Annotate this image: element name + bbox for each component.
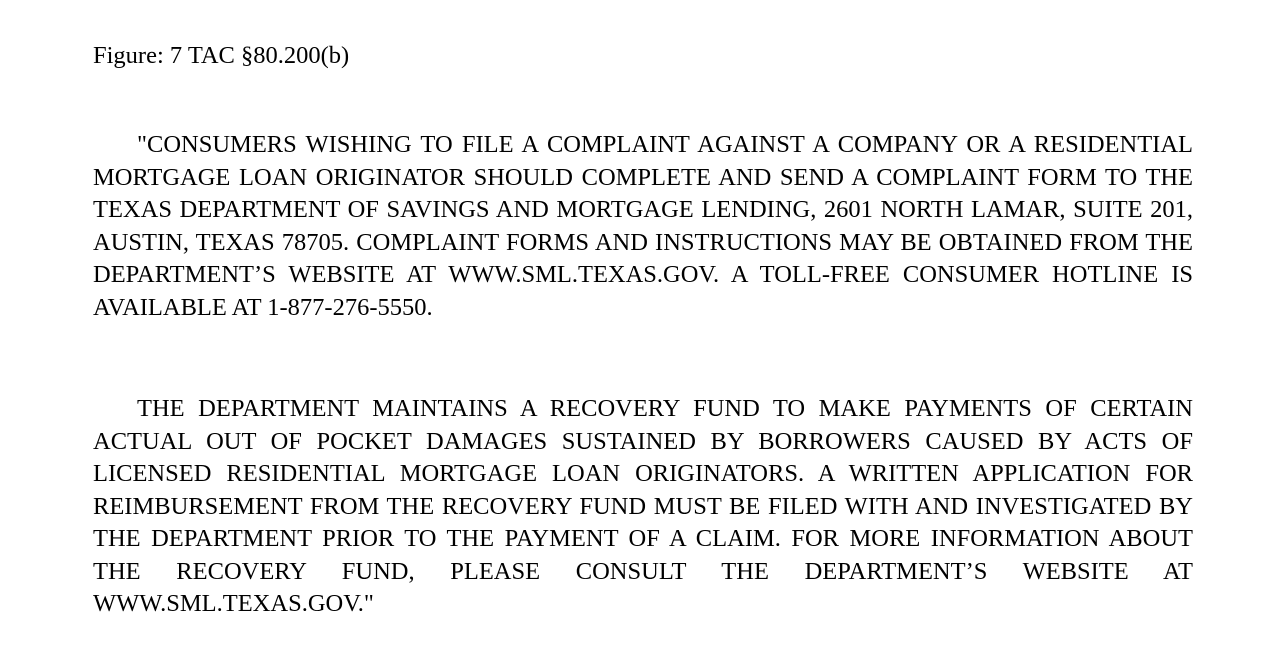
complaint-notice-paragraph: "CONSUMERS WISHING TO FILE A COMPLAINT AGAINST A COMPANY OR A RESIDENTIAL MORTGAGE LOAN ORIGINATOR SHOULD COMPLETE AND SEND A COMPLAINT FORM TO THE TEXAS DEPARTMENT OF SAVINGS AND MORTGAGE LENDING, 2601 NORTH LAMAR, SUITE 201, AUSTIN, TEXAS 78705. COMPLAINT FORMS AND INSTRUCTIONS MAY BE OBTAINED FROM THE DEPARTMENT’S WEBSITE AT WWW.SML.TEXAS.GOV. A TOLL-FREE CONSUMER HOTLINE IS AVAILABLE AT 1-877-276-5550. — [93, 131, 1193, 321]
figure-label: Figure: 7 TAC §80.200(b) — [93, 42, 350, 69]
recovery-fund-paragraph: THE DEPARTMENT MAINTAINS A RECOVERY FUND TO MAKE PAYMENTS OF CERTAIN ACTUAL OUT OF POCKET DAMAGES SUSTAINED BY BORROWERS CAUSED BY ACTS OF LICENSED RESIDENTIAL MORTGAGE LOAN ORIGINATORS. A WRITTEN APPLICATION FOR REIMBURSEMENT FROM THE RECOVERY FUND MUST BE FILED WITH AND INVESTIGATED BY THE DEPARTMENT PRIOR TO THE PAYMENT OF A CLAIM. FOR MORE INFORMATION ABOUT THE RECOVERY FUND, PLEASE CONSULT THE DEPARTMENT’S WEBSITE AT WWW.SML.TEXAS.GOV." — [93, 395, 1193, 617]
